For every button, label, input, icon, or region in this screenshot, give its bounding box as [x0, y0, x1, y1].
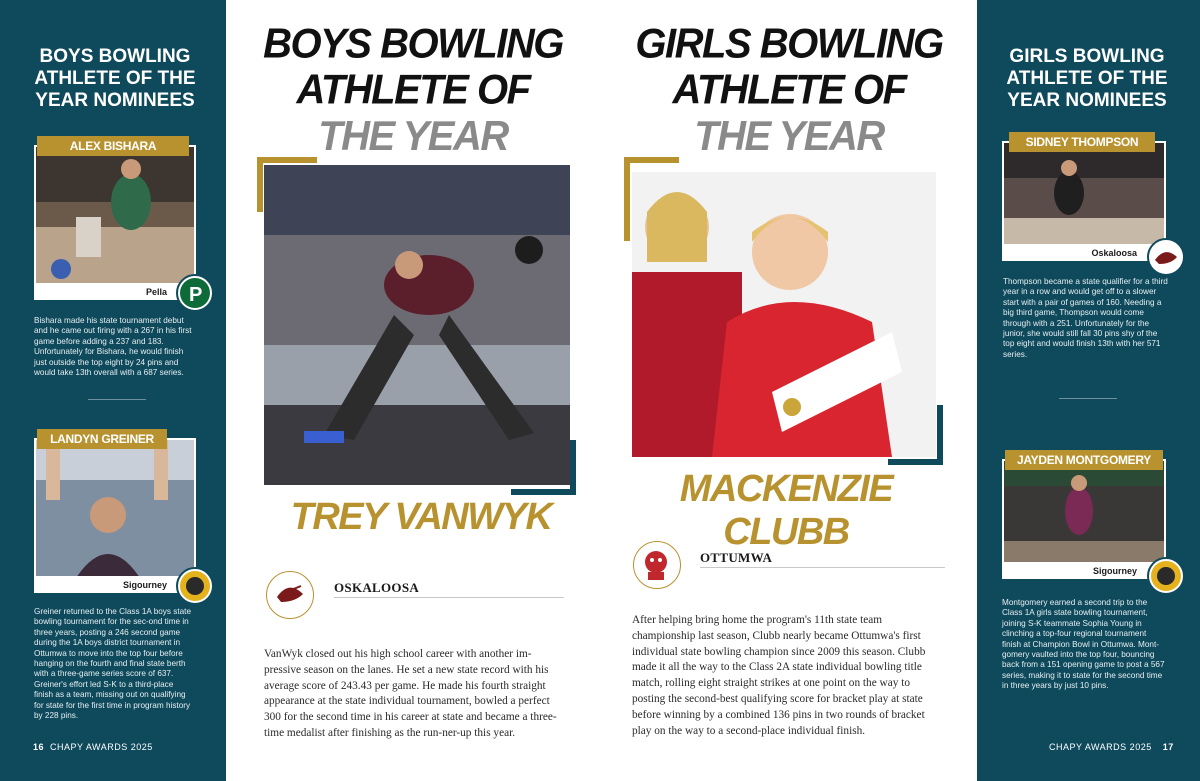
ottumwa-logo	[633, 541, 681, 589]
nominee-name-tab: ALEX BISHARA	[37, 136, 189, 156]
nominee-bio: Greiner returned to the Class 1A boys state bowling tournament for the sec-ond time in three years, posting a 246 second game during the 1A boys district tournament in Ottumwa to move into the top four before hanging on the fourth and final state berth with a three-game series score of 637. Greiner's effort led S-K to a third-place finish as a team, missing out on qualifying for state for the first time in program history by 228 pins.	[34, 607, 192, 721]
right-sidebar-heading: GIRLS BOWLING ATHLETE OF THE YEAR NOMINEES	[1006, 46, 1168, 111]
bowling-photo	[36, 440, 194, 576]
montgomery-photo-art	[1004, 461, 1164, 562]
nominee-bio: Bishara made his state tournament debut and he came out firing with a 267 in his first game before adding a 237 and 183. Unfortunately for Bishara, he would finish just outside the top eight by 24 pins and would take 13th overall with a 687 series.	[34, 316, 192, 378]
boys-feature-body: VanWyk closed out his high school career with another im-pressive season on the lanes. He set a new state record with his average score of 243.43 per game. He made his fourth straight appearance at the state individual tournament, bowled a perfect 300 for the second time in his career at state and became a three-time medalist after finishing as the run-ner-up this year.	[264, 648, 557, 739]
nominee-photo-bishara	[34, 145, 196, 300]
girls-school-name: OTTUMWA	[700, 550, 773, 565]
indian-head-icon	[267, 572, 312, 617]
title-line: BOYS BOWLING	[263, 20, 563, 67]
boys-feature-title	[248, 21, 578, 160]
bowling-photo	[1004, 143, 1164, 244]
mackenzie-clubb-photo	[632, 172, 936, 457]
nominee-photo-greiner	[34, 438, 196, 593]
section-divider	[1059, 398, 1117, 399]
bishara-photo-art	[36, 147, 194, 283]
section-divider	[88, 399, 146, 400]
bowling-photo	[36, 147, 194, 283]
left-sidebar-heading: BOYS BOWLING ATHLETE OF THE YEAR NOMINEES	[34, 46, 196, 111]
boys-athlete-name: TREY VANWYK	[290, 496, 552, 538]
title-line: ATHLETE OF	[296, 66, 530, 114]
oskaloosa-small-logo	[1147, 238, 1185, 276]
nominee-bio: Montgomery earned a second trip to the Class 1A girls state bowling tournament, joining S-K teammate Sophia Young in clinching a top-four regional tournament finish at Champion Bowl in Ottumwa. Mont-gomery vaulted into the top four, bouncing back from a 151 opening game to post a 567 series, making it to state for the second time in three years by just 10 pins.	[1002, 598, 1165, 691]
left-footer	[33, 742, 153, 752]
page-number: 16	[33, 742, 45, 752]
sigourney-logo	[176, 567, 214, 605]
footer-label: CHAPY AWARDS 2025	[1049, 742, 1152, 752]
sigourney-small-logo	[1147, 557, 1185, 595]
bowling-photo	[1004, 461, 1164, 562]
right-footer	[1049, 742, 1174, 752]
nominee-name-tab: LANDYN GREINER	[37, 429, 167, 449]
girls-feature-body: After helping bring home the program's 11th state team championship last season, Clubb nearly became Ottumwa's first individual state bowling champion since 2009 this season. Clubb made it all the way to the Class 2A state individual bowling title match, rolling eight straight strikes at one point on the way to posting the second-best qualifying score for bracket play at state before winning by a combined 136 pins in two rounds of bracket play on the way to a second-place individual finish.	[632, 614, 926, 737]
pella-p-icon	[178, 276, 212, 310]
bulldog-icon	[634, 542, 679, 587]
title-line: THE YEAR	[318, 113, 508, 160]
title-line: THE YEAR	[694, 113, 884, 160]
nominee-school: Pella	[145, 287, 167, 297]
thompson-photo-art	[1004, 143, 1164, 244]
oskaloosa-logo	[266, 571, 314, 619]
svg-text:P: P	[189, 284, 203, 306]
left-sidebar	[0, 0, 226, 781]
nominee-bio: Thompson became a state qualifier for a third year in a row and would get off to a slower start with a pair of games of 160. Needing a big third game, Thompson would come through with a 251. Unfortunately for the junior, she would still fall 30 pins shy of the top eight and would finish 13th with her 571 series.	[1003, 277, 1168, 359]
nominee-school: Oskaloosa	[1091, 248, 1137, 258]
nominee-school: Sigourney	[1092, 566, 1137, 576]
center-spread	[226, 0, 977, 781]
school-divider-line	[700, 567, 945, 568]
nominee-name-tab: SIDNEY THOMPSON	[1009, 132, 1155, 152]
boys-bowler-art	[264, 165, 570, 485]
footer-label: CHAPY AWARDS 2025	[50, 742, 153, 752]
girls-bowler-art	[632, 172, 936, 457]
girls-athlete-name: MACKENZIE CLUBB	[679, 468, 893, 553]
cobra-icon	[1149, 559, 1183, 593]
boys-school-name: OSKALOOSA	[334, 580, 420, 595]
indian-head-icon	[1149, 240, 1183, 274]
cobra-icon	[178, 569, 212, 603]
right-sidebar	[977, 0, 1200, 781]
page-number: 17	[1162, 742, 1174, 752]
title-line: GIRLS BOWLING	[635, 20, 943, 67]
nominee-name-tab: JAYDEN MONTGOMERY	[1005, 450, 1163, 470]
nominee-photo-thompson	[1002, 141, 1166, 261]
trey-vanwyk-photo	[264, 165, 570, 485]
title-line: ATHLETE OF	[672, 66, 906, 114]
school-divider-line	[334, 597, 564, 598]
nominee-photo-montgomery	[1002, 459, 1166, 579]
greiner-photo-art	[36, 440, 194, 576]
pella-logo	[176, 274, 214, 312]
nominee-school: Sigourney	[122, 580, 167, 590]
girls-feature-title	[624, 21, 954, 160]
